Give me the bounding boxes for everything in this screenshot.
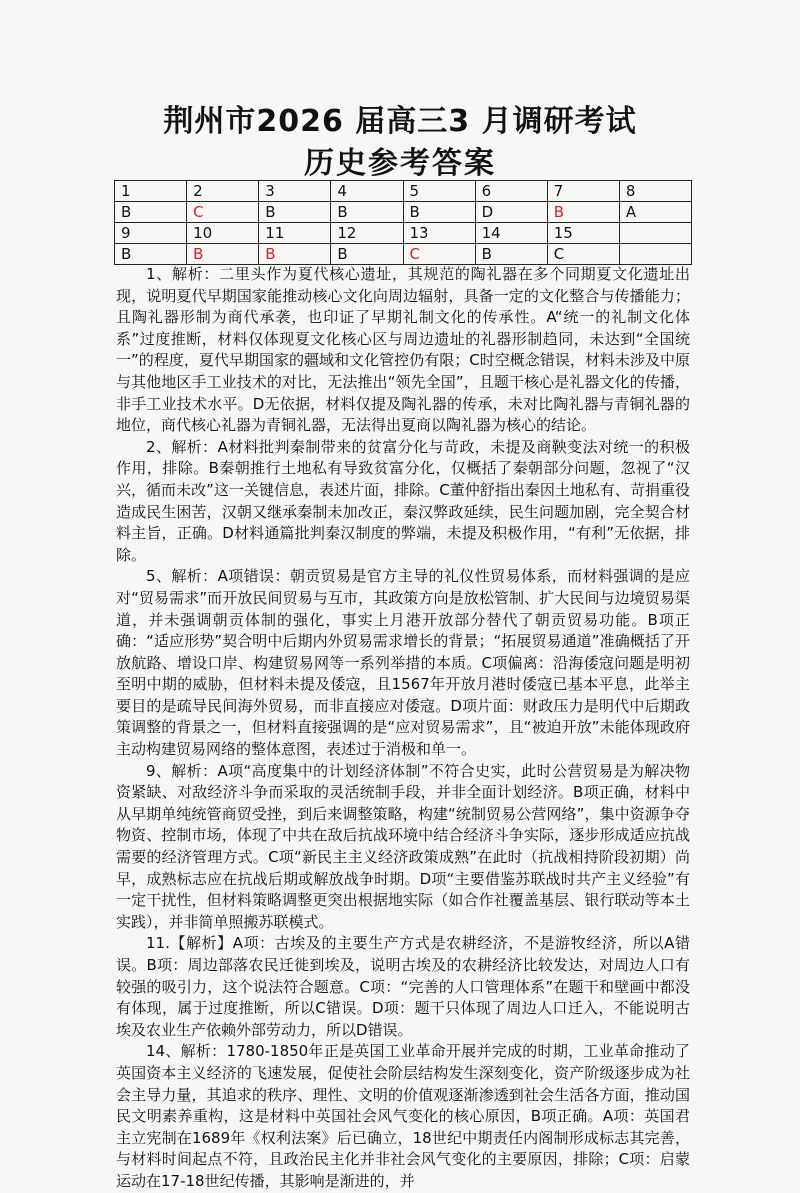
- document-subtitle: 历史参考答案: [304, 146, 496, 181]
- document-title: 荆州市2026 届高三3 月调研考试: [163, 104, 637, 139]
- answer-table-cell: 6: [475, 181, 547, 202]
- explanation-paragraph: 2、解析：A材料批判秦制带来的贫富分化与苛政，未提及商鞅变法对统一的积极作用，排除。B秦朝推行土地私有导致贫富分化，仅概括了秦朝部分问题，忽视了“汉兴，循而未改”这一关键信息，表述片面，排除。C董仲舒指出秦因土地私有、苛捐重役造成民生困苦，汉朝又继承秦制未加改正，秦汉弊政延续，民生问题加剧，完全契合材料主旨，正确。D材料通篇批判秦汉制度的弊端，未提及积极作用，“有利”无依据，排除。: [116, 437, 690, 564]
- answer-table-cell: B: [115, 202, 187, 223]
- answer-table-row: [115, 181, 692, 202]
- answer-table-cell: 4: [331, 181, 403, 202]
- answer-table: [114, 180, 692, 265]
- answer-table-cell: B: [115, 244, 187, 265]
- answer-table-cell: 7: [547, 181, 619, 202]
- answer-table-cell: C: [547, 244, 619, 265]
- explanations: [116, 264, 690, 1193]
- answer-table-cell: B: [259, 244, 331, 265]
- answer-table-cell: 10: [187, 223, 259, 244]
- answer-table-cell: 13: [403, 223, 475, 244]
- answer-table-cell: [619, 244, 691, 265]
- answer-table-cell: C: [187, 202, 259, 223]
- answer-table-cell: 14: [475, 223, 547, 244]
- answer-table-row: [115, 223, 692, 244]
- answer-table-cell: A: [619, 202, 691, 223]
- answer-table-cell: 15: [547, 223, 619, 244]
- answer-table-cell: 9: [115, 223, 187, 244]
- answer-table-cell: 1: [115, 181, 187, 202]
- explanation-paragraph: 14、解析：1780-1850年正是英国工业革命开展并完成的时期，工业革命推动了英国资本主义经济的飞速发展，促使社会阶层结构发生深刻变化，资产阶级逐步成为社会主导力量，其追求的秩序、理性、文明的价值观逐渐渗透到社会生活各方面，推动国民文明素养重构，这是材料中英国社会风气变化的核心原因，B项正确。A项：英国君主立宪制在1689年《权利法案》后已确立，18世纪中期责任内阁制形成标志其完善，与材料时间起点不符，且政治民主化并非社会风气变化的主要原因，排除；C项：启蒙运动在17-18世纪传播，其影响是渐进的，并: [116, 1042, 690, 1190]
- explanation-paragraph: 1、解析：二里头作为夏代核心遗址，其规范的陶礼器在多个同期夏文化遗址出现，说明夏代早期国家能推动核心文化向周边辐射，具备一定的文化整合与传播能力；且陶礼器形制为商代承袭，也印证了早期礼制文化的传承性。A“统一的礼制文化体系”过度推断，材料仅体现夏文化核心区与周边遗址的礼器形制趋同，未达到“全国统一”的程度，夏代早期国家的疆域和文化管控仍有限；C时空概念错误，材料未涉及中原与其他地区手工业技术的对比，无法推出“领先全国”，且题干核心是礼器文化的传播，非手工业技术水平。D无依据，材料仅提及陶礼器的传承，未对比陶礼器与青铜礼器的地位，商代核心礼器为青铜礼器，无法得出夏商以陶礼器为核心的结论。: [116, 265, 690, 435]
- answer-table-cell: B: [547, 202, 619, 223]
- answer-table-cell: [619, 223, 691, 244]
- explanation-paragraph: 5、解析：A项错误：朝贡贸易是官方主导的礼仪性贸易体系，而材料强调的是应对“贸易需求”而开放民间贸易与互市，其政策方向是放松管制、扩大民间与边境贸易渠道，并未强调朝贡体制的强化，事实上月港开放部分替代了朝贡贸易功能。B项正确：“适应形势”契合明中后期内外贸易需求增长的背景；“拓展贸易通道”准确概括了开放航路、增设口岸、构建贸易网等一系列举措的本质。C项偏离：沿海倭寇问题是明初至明中期的威胁，但材料未提及倭寇，且1567年开放月港时倭寇已基本平息，此举主要目的是疏导民间海外贸易，而非直接应对倭寇。D项片面：财政压力是明代中后期政策调整的背景之一，但材料直接强调的是“应对贸易需求”，且“被迫开放”未能体现政府主动构建贸易网络的整体意图，表述过于消极和单一。: [116, 567, 690, 759]
- explanation-paragraph: 9、解析：A项“高度集中的计划经济体制”不符合史实，此时公营贸易是为解决物资紧缺、对敌经济斗争而采取的灵活统制手段，并非全面计划经济。B项正确，材料中从早期单纯统管商贸受挫，到后来调整策略，构建“统制贸易公营网络”，集中资源争夺物资、控制市场，体现了中共在敌后抗战环境中结合经济斗争实际，逐步形成适应抗战需要的经济管理方式。C项“新民主主义经济政策成熟”在此时（抗战相持阶段初期）尚早，成熟标志应在抗战后期或解放战争时期。D项“主要借鉴苏联战时共产主义经验”有一定干扰性，但材料策略调整更突出根据地实际（如合作社覆盖基层、银行联动等本土实践），并非简单照搬苏联模式。: [116, 761, 690, 931]
- answer-table-cell: B: [187, 244, 259, 265]
- answer-table-cell: 5: [403, 181, 475, 202]
- answer-table-cell: 12: [331, 223, 403, 244]
- answer-table-row: [115, 202, 692, 223]
- answer-table-cell: D: [475, 202, 547, 223]
- answer-table-cell: B: [331, 244, 403, 265]
- explanation-paragraph: 11.【解析】A项：古埃及的主要生产方式是农耕经济，不是游牧经济，所以A错误。B项：周边部落农民迁徙到埃及，说明古埃及的农耕经济比较发达，对周边人口有较强的吸引力，这个说法符合题意。C项：“完善的人口管理体系”在题干和壁画中都没有体现，属于过度推断，所以C错误。D项：题干只体现了周边人口迁入，不能说明古埃及农业生产依赖外部劳动力，所以D错误。: [116, 934, 690, 1039]
- answer-table-cell: 11: [259, 223, 331, 244]
- answer-table-cell: B: [403, 202, 475, 223]
- answer-table-cell: 2: [187, 181, 259, 202]
- answer-table-cell: B: [475, 244, 547, 265]
- answer-table-cell: 8: [619, 181, 691, 202]
- answer-table-cell: 3: [259, 181, 331, 202]
- answer-table-cell: B: [331, 202, 403, 223]
- answer-table-cell: C: [403, 244, 475, 265]
- answer-table-row: [115, 244, 692, 265]
- answer-table-cell: B: [259, 202, 331, 223]
